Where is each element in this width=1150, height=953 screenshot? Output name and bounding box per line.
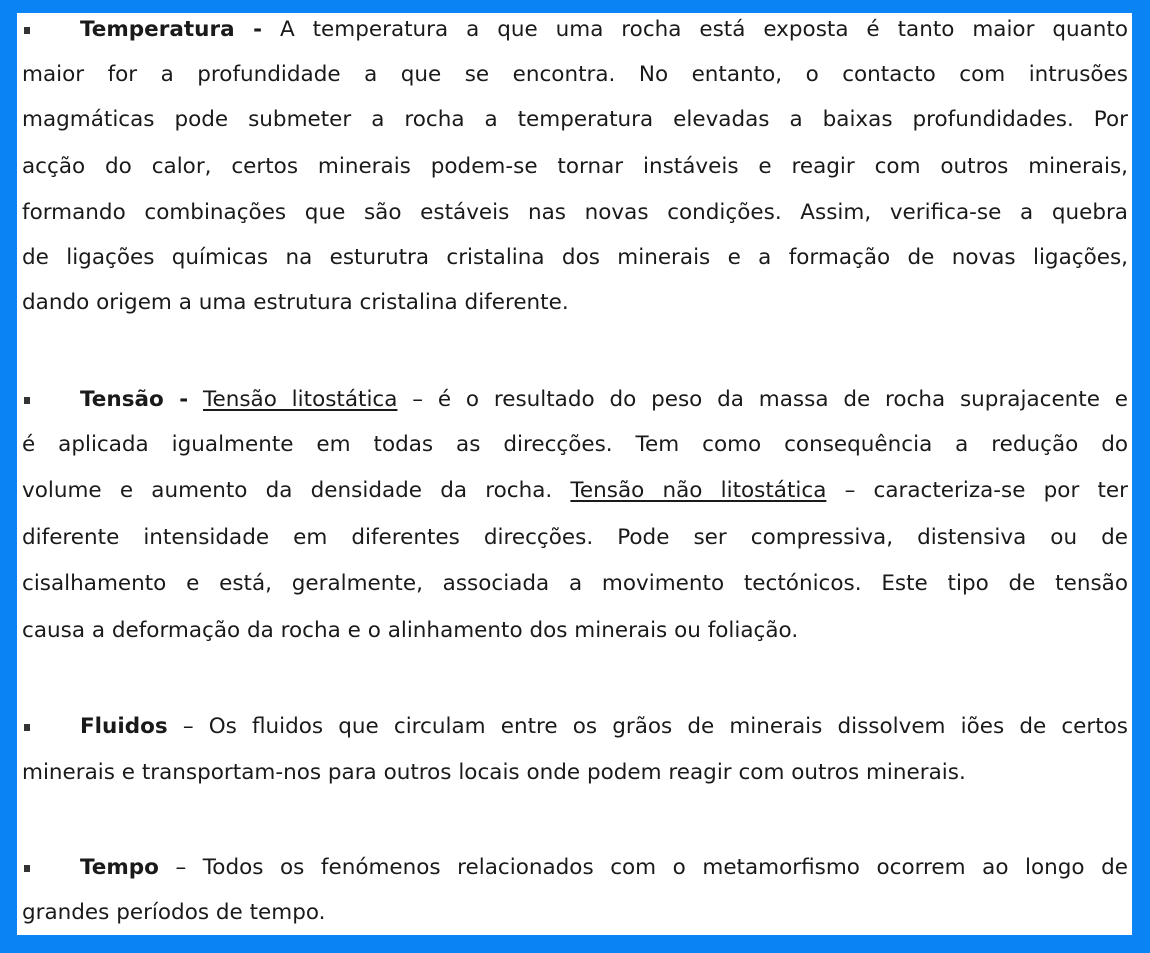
body-text: é aplicada igualmente em todas as direcções. Tem como consequência a redução do — [22, 432, 1128, 457]
paragraph-fluidos-line — [22, 751, 1128, 795]
underlined-term: Tensão não litostática — [570, 478, 827, 503]
body-text: volume e aumento da densidade da rocha. — [22, 478, 571, 503]
body-text: de ligações químicas na esturutra cristalina dos minerais e a formação de novas ligações, — [22, 245, 1128, 270]
paragraph-tensao-line — [22, 609, 1128, 653]
body-text: diferente intensidade em diferentes direcções. Pode ser compressiva, distensiva ou de — [22, 525, 1128, 550]
paragraph-temperatura-line — [22, 191, 1128, 235]
body-text: minerais e transportam-nos para outros locais onde podem reagir com outros minerais. — [22, 760, 966, 785]
body-text: acção do calor, certos minerais podem-se tornar instáveis e reagir com outros minerais, — [22, 154, 1128, 179]
paragraph-tensao-line — [22, 469, 1128, 513]
body-text: – é o resultado do peso da massa de rocha suprajacente e — [397, 387, 1128, 412]
paragraph-temperatura-line — [22, 145, 1128, 189]
body-text: grandes períodos de tempo. — [22, 900, 326, 925]
paragraph-temperatura-line — [22, 8, 1128, 52]
bullet-square-icon — [22, 705, 80, 749]
body-text: A temperatura a que uma rocha está exposta é tanto maior quanto — [262, 17, 1128, 42]
bullet-square-icon — [22, 8, 80, 52]
paragraph-tempo-line — [22, 891, 1128, 935]
term-heading: Tensão - — [80, 387, 189, 412]
bullet-square-icon — [22, 846, 80, 890]
term-heading: Fluidos — [80, 714, 168, 739]
underlined-term: Tensão litostática — [203, 387, 398, 412]
body-text: maior for a profundidade a que se encontra. No entanto, o contacto com intrusões — [22, 62, 1128, 87]
paragraph-fluidos-line — [22, 705, 1128, 749]
paragraph-tempo-line — [22, 846, 1128, 890]
body-text: – caracteriza-se por ter — [826, 478, 1128, 503]
body-text: – Os fluidos que circulam entre os grãos de minerais dissolvem iões de certos — [167, 714, 1128, 739]
paragraph-tensao-line — [22, 562, 1128, 606]
paragraph-tensao-line — [22, 423, 1128, 467]
bullet-square-icon — [22, 378, 80, 422]
body-text: – Todos os fenómenos relacionados com o metamorfismo ocorrem ao longo de — [158, 855, 1128, 880]
body-text: magmáticas pode submeter a rocha a temperatura elevadas a baixas profundidades. Por — [22, 107, 1128, 132]
paragraph-temperatura-line — [22, 281, 1128, 325]
paragraph-temperatura-line — [22, 98, 1128, 142]
term-heading: Tempo — [80, 855, 159, 880]
body-text: formando combinações que são estáveis nas novas condições. Assim, verifica-se a quebra — [22, 200, 1128, 225]
body-text: cisalhamento e está, geralmente, associada a movimento tectónicos. Este tipo de tensão — [22, 571, 1128, 596]
paragraph-tensao-line — [22, 378, 1128, 422]
term-heading: Temperatura - — [80, 17, 263, 42]
body-text: causa a deformação da rocha e o alinhamento dos minerais ou foliação. — [22, 618, 799, 643]
paragraph-tensao-line — [22, 516, 1128, 560]
paragraph-temperatura-line — [22, 53, 1128, 97]
document-page — [17, 13, 1132, 935]
paragraph-temperatura-line — [22, 236, 1128, 280]
body-text: dando origem a uma estrutura cristalina diferente. — [22, 290, 569, 315]
body-text — [188, 387, 203, 412]
